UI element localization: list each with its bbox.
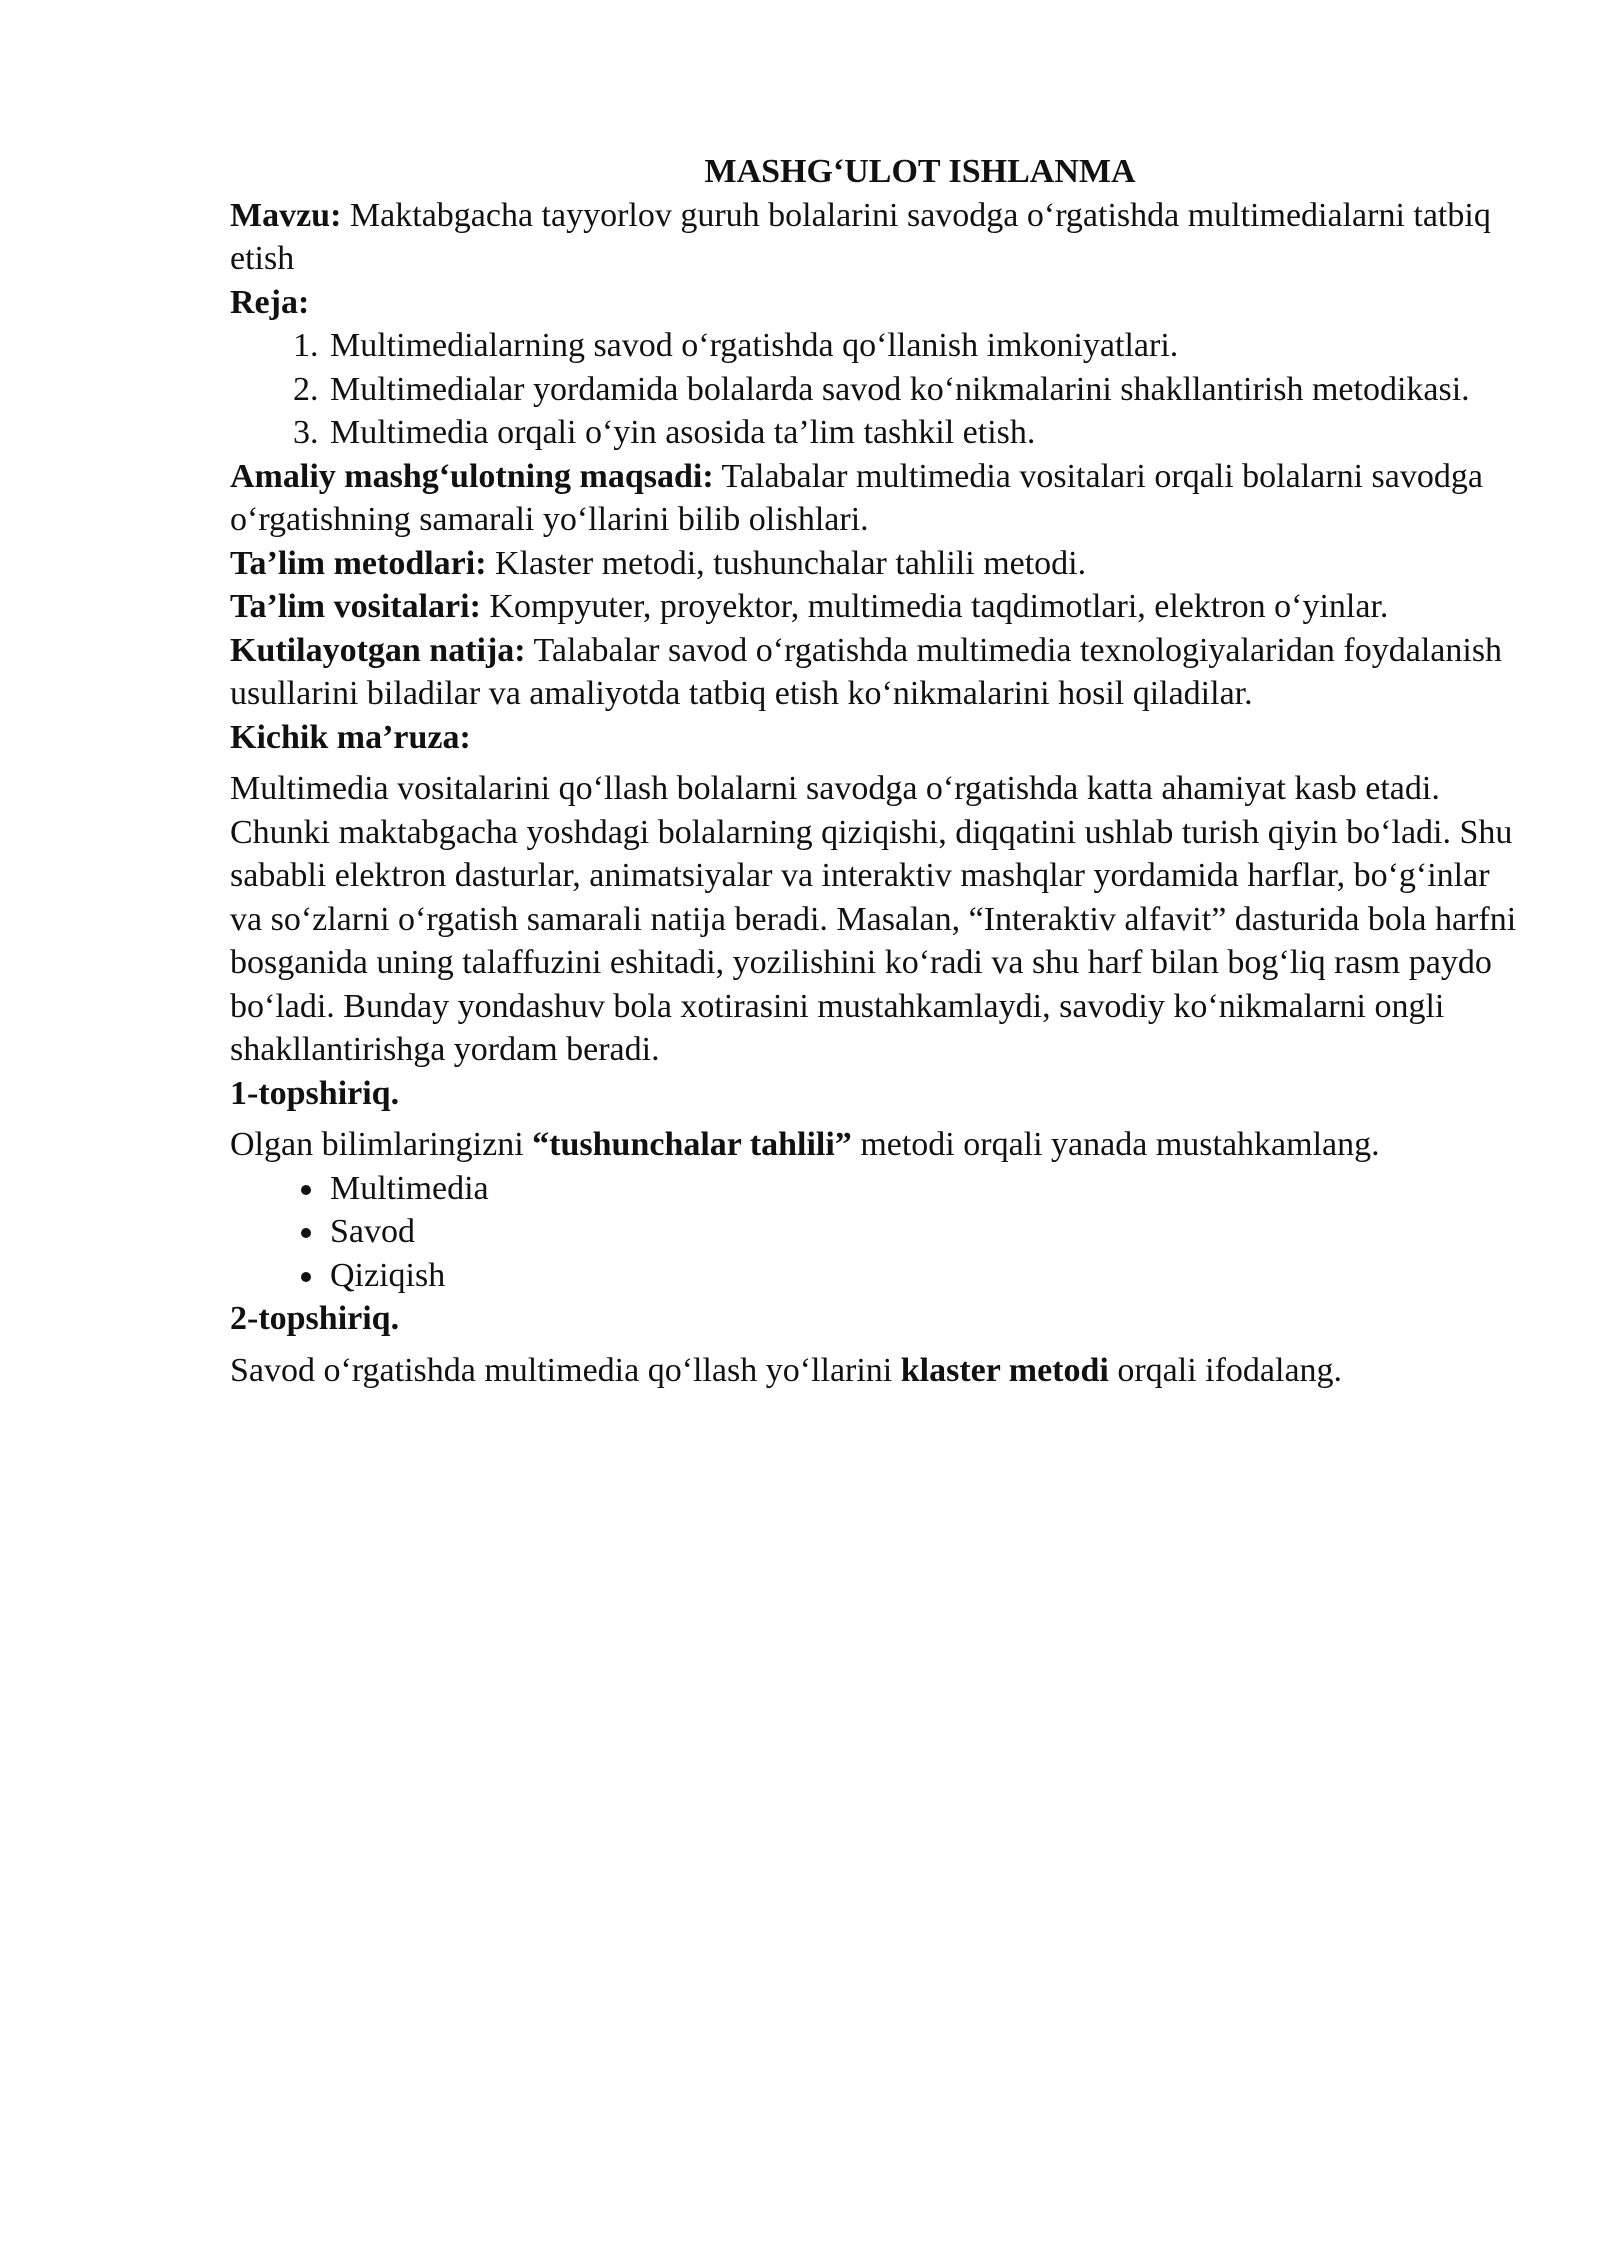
task2-text-after: orqali ifodalang. [1108, 1351, 1343, 1389]
topic-text: Maktabgacha tayyorlov guruh bolalarini savodga o‘rgatishda multimedialarni tatbiq etish [230, 196, 1491, 277]
task1-label: 1-topshiriq. [230, 1074, 400, 1112]
topic-label: Mavzu: [230, 196, 342, 234]
plan-label: Reja: [230, 283, 310, 321]
result-label: Kutilayotgan natija: [230, 631, 526, 669]
lecture-label: Kichik ma’ruza: [230, 718, 471, 756]
tools-label: Ta’lim vositalari: [230, 588, 481, 625]
task2-text-bold: klaster metodi [900, 1351, 1109, 1389]
result-text: Talabalar savod o‘rgatishda multimedia texnologiyalaridan foydalanish usullarini biladilar va amaliyotda tatbiq etish ko‘nikmalarini hosil qiladilar. [230, 631, 1503, 712]
lecture-heading [230, 716, 1520, 760]
task2-label: 2-topshiriq. [230, 1300, 400, 1337]
document-title: MASHG‘ULOT ISHLANMA [704, 153, 1136, 190]
methods-text: Klaster metodi, tushunchalar tahlili metodi. [486, 544, 1087, 582]
task1-text-before: Olgan bilimlaringizni [230, 1126, 533, 1163]
task1-heading [230, 1072, 1520, 1116]
plan-item: 3. Multimedia orqali o‘yin asosida ta’lim tashkil etish. [327, 411, 1520, 455]
topic-paragraph [230, 194, 1520, 281]
task1-item: • Savod [327, 1210, 1520, 1254]
task1-list [230, 1167, 1520, 1298]
result-paragraph [230, 629, 1520, 716]
task1-item: • Multimedia [327, 1167, 1520, 1211]
task1-text-after: metodi orqali yanada mustahkamlang. [851, 1126, 1380, 1163]
task2-text-before: Savod o‘rgatishda multimedia qo‘llash yo‘llarini [230, 1351, 901, 1389]
methods-paragraph [230, 542, 1520, 586]
tools-text: Kompyuter, proyektor, multimedia taqdimotlari, elektron o‘yinlar. [480, 588, 1389, 625]
goal-paragraph [230, 455, 1520, 542]
goal-label: Amaliy mashg‘ulotning maqsadi: [230, 457, 714, 495]
tools-paragraph [230, 585, 1520, 629]
plan-heading [230, 281, 1520, 325]
methods-label: Ta’lim metodlari: [230, 544, 487, 582]
task2-paragraph [230, 1349, 1520, 1393]
plan-item: 1. Multimedialarning savod o‘rgatishda qo‘llanish imkoniyatlari. [327, 324, 1520, 368]
lecture-paragraph: Multimedia vositalarini qo‘llash bolalarni savodga o‘rgatishda katta ahamiyat kasb etadi. Chunki maktabgacha yoshdagi bolalarning qiziqishi, diqqatini ushlab turish qiyin bo‘ladi. Shu sababli elektron dasturlar, animatsiyalar va interaktiv mashqlar yordamida harflar, bo‘g‘inlar va so‘zlarni o‘rgatish samarali natija beradi. Masalan, “Interaktiv alfavit” dasturida bola harfni bosganida uning talaffuzini eshitadi, yozilishini ko‘radi va shu harf bilan bog‘liq rasm paydo bo‘ladi. Bunday yondashuv bola xotirasini mustahkamlaydi, savodiy ko‘nikmalarni ongli shakllantirishga yordam beradi. [230, 770, 1517, 1068]
task2-heading [230, 1297, 1520, 1341]
plan-list [230, 324, 1520, 455]
task1-item: • Qiziqish [327, 1254, 1520, 1298]
goal-text: Talabalar multimedia vositalari orqali bolalarni savodga o‘rgatishning samarali yo‘llarini bilib olishlari. [230, 457, 1483, 538]
task1-paragraph [230, 1123, 1520, 1167]
plan-item: 2. Multimedialar yordamida bolalarda savod ko‘nikmalarini shakllantirish metodikasi. [327, 368, 1520, 412]
document-page [230, 150, 1520, 1392]
task1-text-bold: “tushunchalar tahlili” [532, 1126, 852, 1163]
